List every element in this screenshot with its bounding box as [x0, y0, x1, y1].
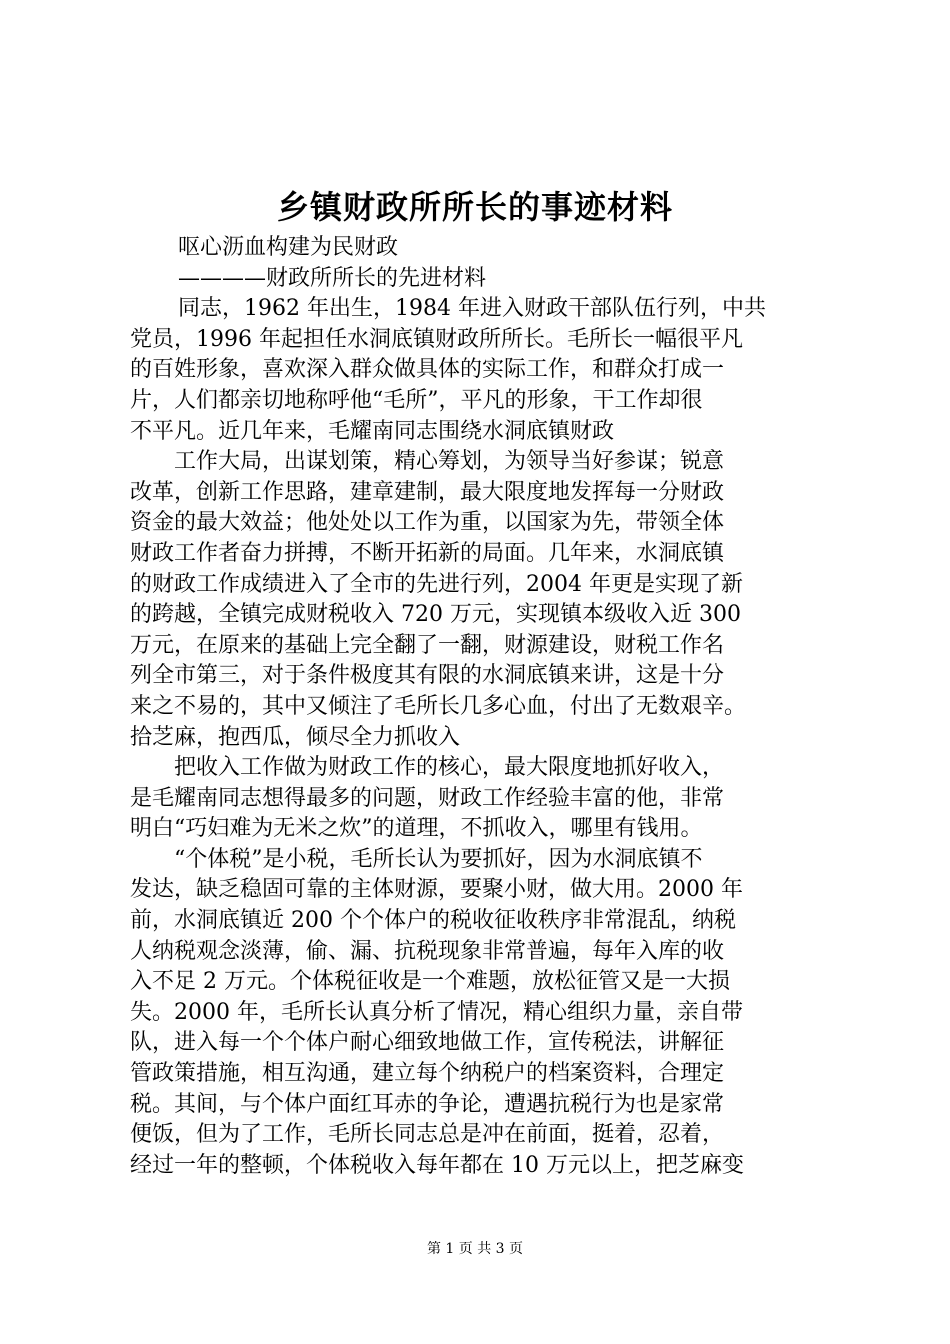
subtitle-line: 呕心沥血构建为民财政	[178, 235, 399, 260]
section-heading-line: 拾芝麻，抱西瓜，倾尽全力抓收入	[130, 724, 461, 750]
paragraph-line: 是毛耀南同志想得最多的问题，财政工作经验丰富的他，非常	[130, 785, 725, 811]
paragraph-line: 便饭，但为了工作，毛所长同志总是冲在前面，挺着，忍着，	[130, 1122, 725, 1148]
paragraph-line: 的跨越，全镇完成财税收入 720 万元，实现镇本级收入近 300	[130, 602, 741, 628]
paragraph-line: 管政策措施，相互沟通，建立每个纳税户的档案资料，合理定	[130, 1061, 725, 1087]
paragraph-line: “个体税”是小税，毛所长认为要抓好，因为水洞底镇不	[174, 846, 703, 872]
paragraph-line: 的财政工作成绩进入了全市的先进行列，2004 年更是实现了新	[130, 571, 743, 597]
subtitle-line: ————财政所所长的先进材料	[178, 265, 487, 291]
paragraph-line: 前，水洞底镇近 200 个个体户的税收征收秩序非常混乱，纳税	[130, 908, 736, 934]
paragraph-line: 把收入工作做为财政工作的核心，最大限度地抓好收入，	[174, 755, 725, 781]
paragraph-line: 改革，创新工作思路，建章建制，最大限度地发挥每一分财政	[130, 479, 725, 505]
paragraph-line: 队，进入每一个个体户耐心细致地做工作，宣传税法，讲解征	[130, 1030, 725, 1056]
paragraph-line: 财政工作者奋力拼搏，不断开拓新的局面。几年来，水洞底镇	[130, 540, 725, 566]
paragraph-line: 入不足 2 万元。个体税征收是一个难题，放松征管又是一大损	[130, 969, 730, 995]
paragraph-line: 同志，1962 年出生，1984 年进入财政干部队伍行列，中共	[178, 296, 766, 322]
paragraph-line: 列全市第三，对于条件极度其有限的水洞底镇来讲，这是十分	[130, 663, 725, 689]
paragraph-line: 资金的最大效益；他处处以工作为重，以国家为先，带领全体	[130, 510, 725, 536]
paragraph-line: 不平凡。近几年来，毛耀南同志围绕水洞底镇财政	[130, 418, 615, 444]
paragraph-line: 发达，缺乏稳固可靠的主体财源，要聚小财，做大用。2000 年	[130, 877, 743, 903]
document-body	[130, 233, 830, 1181]
paragraph-line: 万元，在原来的基础上完全翻了一翻，财源建设，财税工作名	[130, 632, 725, 658]
paragraph-line: 来之不易的，其中又倾注了毛所长几多心血，付出了无数艰辛。	[130, 693, 747, 719]
paragraph-line: 片，人们都亲切地称呼他“毛所”，平凡的形象，干工作却很	[130, 387, 703, 413]
paragraph-line: 工作大局，出谋划策，精心筹划，为领导当好参谋；锐意	[174, 449, 725, 475]
paragraph-line: 经过一年的整顿，个体税收入每年都在 10 万元以上，把芝麻变	[130, 1152, 744, 1178]
paragraph-line: 明白“巧妇难为无米之炊”的道理，不抓收入，哪里有钱用。	[130, 816, 703, 842]
page-footer: 第 1 页 共 3 页	[426, 1241, 524, 1257]
paragraph-line: 失。2000 年，毛所长认真分析了情况，精心组织力量，亲自带	[130, 999, 743, 1025]
paragraph-line: 人纳税观念淡薄，偷、漏、抗税现象非常普遍，每年入库的收	[130, 938, 725, 964]
document-title: 乡镇财政所所长的事迹材料	[276, 188, 673, 226]
paragraph-line: 的百姓形象，喜欢深入群众做具体的实际工作，和群众打成一	[130, 357, 725, 383]
paragraph-line: 税。其间，与个体户面红耳赤的争论，遭遇抗税行为也是家常	[130, 1091, 725, 1117]
paragraph-line: 党员，1996 年起担任水洞底镇财政所所长。毛所长一幅很平凡	[130, 326, 743, 352]
